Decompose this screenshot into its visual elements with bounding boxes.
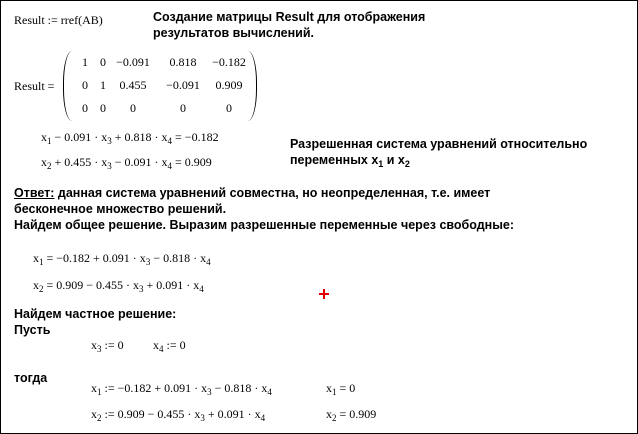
matrix-cell: −0.091 [116, 55, 150, 69]
system-description-line1: Разрешенная система уравнений относительно [290, 137, 588, 151]
x2-definition[interactable]: $x_2$ := $0.909 - 0.455 \cdot x_3 + 0.091 \cdot x_4$ [91, 407, 266, 423]
matrix-cell: 1 [82, 55, 88, 69]
rref-formula[interactable]: Result := rref(AB) [14, 13, 103, 27]
matrix-right-bracket [248, 51, 257, 121]
result-matrix[interactable] [63, 51, 257, 121]
matrix-cell: 0.818 [169, 55, 197, 69]
matrix-cell: 0 [226, 101, 232, 115]
matrix-cell: 0 [82, 101, 88, 115]
general-solution-title: Найдем общее решение. Выразим разрешенные переменные через свободные: [14, 218, 515, 232]
x2-result[interactable]: $x_2 = 0.909$ [326, 407, 377, 423]
matrix-cell: 0 [180, 101, 186, 115]
matrix-cell: 0 [82, 78, 88, 92]
system-description-line2: переменных $x_1$ и $x_2$ [290, 153, 410, 169]
matrix-cell: 0.455 [119, 78, 147, 92]
matrix-label[interactable]: Result = [14, 79, 55, 93]
particular-solution-title: Найдем частное решение: [14, 307, 177, 321]
crosshair-icon [319, 289, 329, 299]
general-eq1[interactable]: $x_1 = -0.182 + 0.091 \cdot x_3 - 0.818 \cdot x_4$ [33, 251, 211, 267]
matrix-cell: 1 [100, 78, 106, 92]
heading-text-line2: результатов вычислений. [153, 26, 314, 40]
matrix-cell: 0 [100, 101, 106, 115]
answer-label: Ответ: [14, 186, 55, 200]
heading-text-line1: Создание матрицы Result для отображения [153, 10, 426, 24]
x1-result[interactable]: $x_1 = 0$ [326, 381, 356, 397]
system-eq1[interactable]: $x_1 - 0.091 \cdot x_3 + 0.818 \cdot x_4 = -0.182$ [41, 130, 219, 146]
matrix-cell: −0.091 [166, 78, 200, 92]
matrix-cell: 0 [130, 101, 136, 115]
answer-line2: бесконечное множество решений. [14, 202, 227, 216]
let-label: Пусть [14, 323, 51, 337]
answer-line1: Ответ: данная система уравнений совместна, но неопределенная, т.е. имеет [14, 186, 491, 200]
matrix-cell: 0 [100, 55, 106, 69]
matrix-left-bracket [63, 51, 72, 121]
x1-definition[interactable]: $x_1$ := $-0.182 + 0.091 \cdot x_3 - 0.818 \cdot x_4$ [91, 381, 272, 397]
system-eq2[interactable]: $x_2 + 0.455 \cdot x_3 - 0.091 \cdot x_4 = 0.909$ [41, 155, 212, 171]
general-eq2[interactable]: $x_2 = 0.909 - 0.455 \cdot x_3 + 0.091 \cdot x_4$ [33, 278, 204, 294]
x4-assignment[interactable]: $x_4$ := 0 [153, 338, 186, 354]
x3-assignment[interactable]: $x_3$ := 0 [91, 338, 124, 354]
matrix-cell: −0.182 [212, 55, 246, 69]
matrix-cell: 0.909 [215, 78, 243, 92]
then-label: тогда [14, 371, 48, 385]
